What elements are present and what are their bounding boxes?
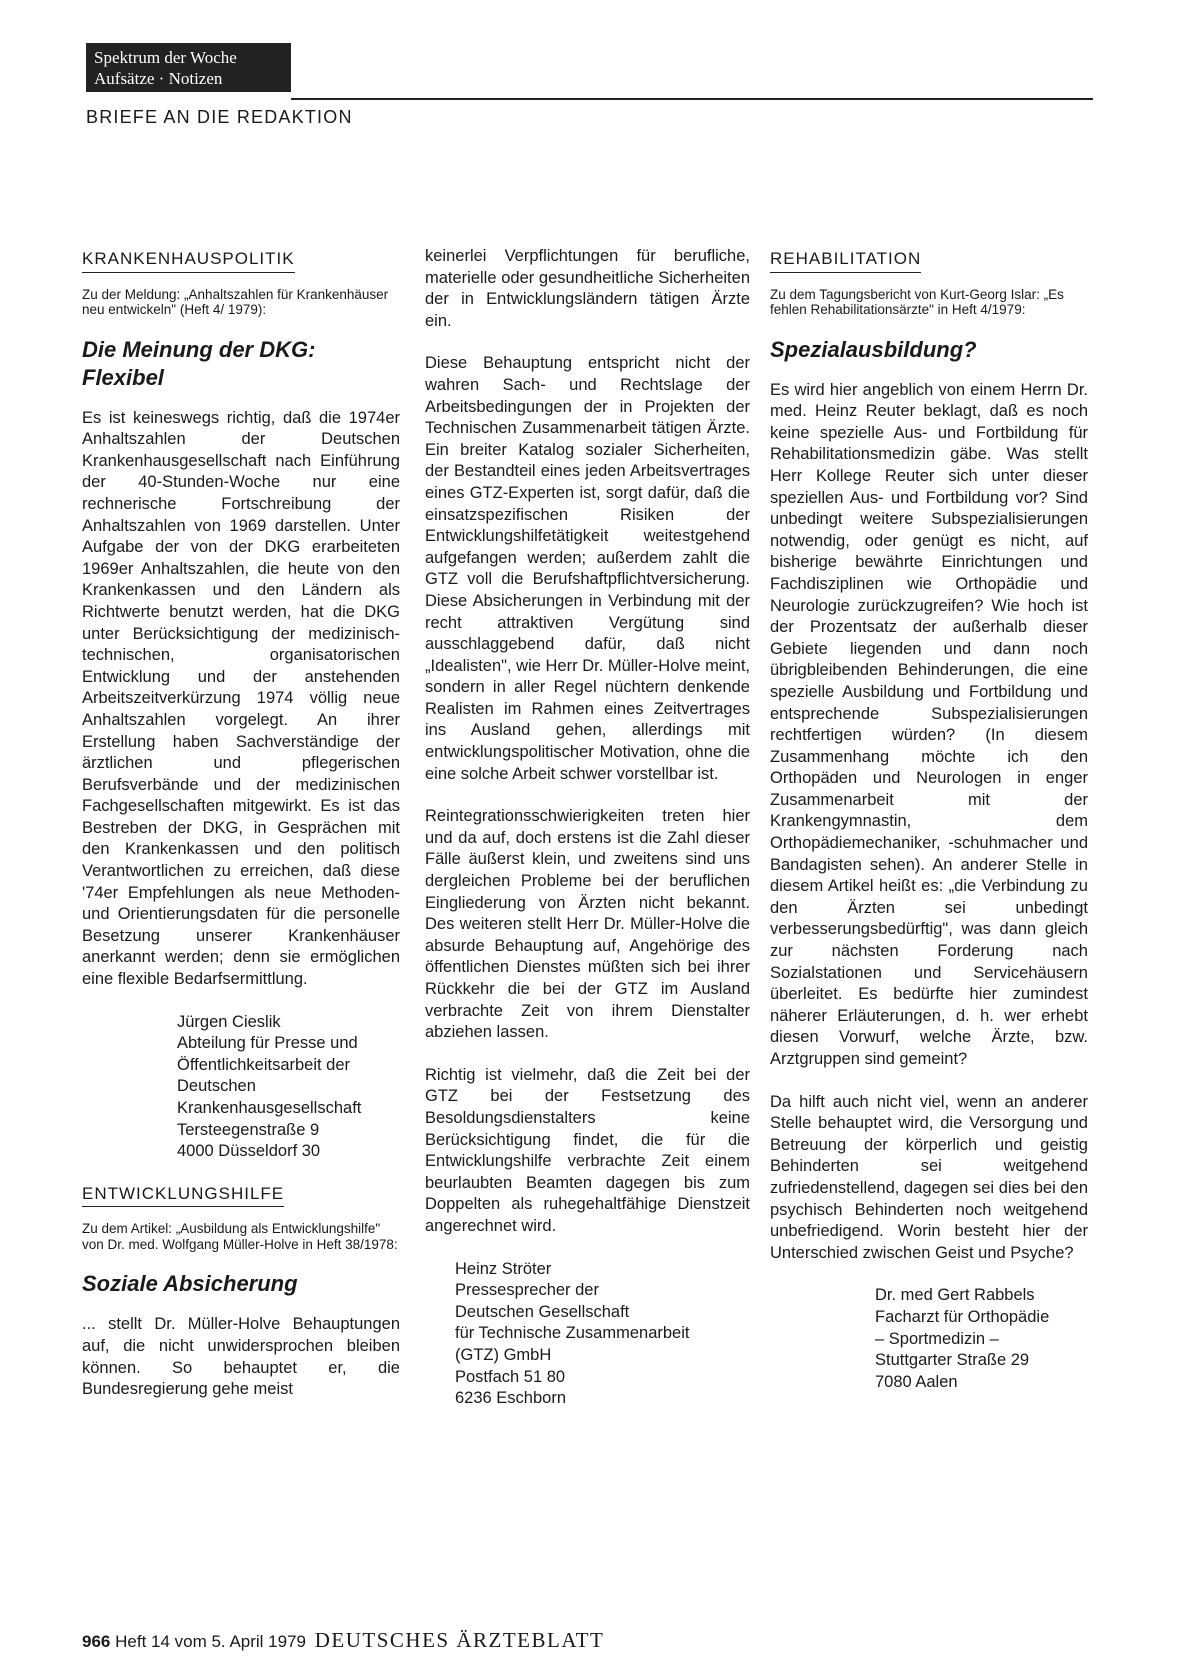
reference-note: Zu der Meldung: „Anhaltszahlen für Krankenhäuser neu entwickeln" (Heft 4/ 1979): bbox=[82, 286, 389, 318]
tag-line-2: Aufsätze · Notizen bbox=[94, 69, 223, 88]
reference-note: Zu dem Artikel: „Ausbildung als Entwicklungshilfe" von Dr. med. Wolfgang Müller-Holve in Heft 38/1978: bbox=[82, 1221, 398, 1252]
reference-note: Zu dem Tagungsbericht von Kurt-Georg Islar: „Es fehlen Rehabilitationsärzte" in Heft 4/1979: bbox=[770, 286, 1064, 318]
section-heading: BRIEFE AN DIE REDAKTION bbox=[86, 107, 353, 127]
top-rule bbox=[291, 98, 1093, 100]
issue-info: Heft 14 vom 5. April 1979 bbox=[115, 1632, 306, 1651]
signature-line: Tersteegenstraße 9 bbox=[177, 1120, 320, 1139]
rubric-rehabilitation: REHABILITATION bbox=[770, 248, 921, 273]
signature-line: 6236 Eschborn bbox=[455, 1389, 566, 1408]
signature-line: (GTZ) GmbH bbox=[455, 1345, 552, 1364]
letter-body: ... stellt Dr. Müller-Holve Behauptungen auf, die nicht unwidersprochen bleiben können. So behauptet er, die Bundesregierung gehe meist bbox=[82, 1315, 400, 1399]
column-1 bbox=[82, 248, 400, 1422]
signature-line: Stuttgarter Straße 29 bbox=[875, 1351, 1030, 1370]
signature-line: für Technische Zusammenarbeit bbox=[455, 1324, 690, 1343]
signature-line: Jürgen Cieslik bbox=[177, 1012, 281, 1031]
signature-line: Facharzt für Orthopädie bbox=[875, 1307, 1050, 1326]
signature-block bbox=[82, 1012, 400, 1163]
signature-line: Abteilung für Presse und bbox=[177, 1034, 358, 1053]
letter-paragraph: Richtig ist vielmehr, daß die Zeit bei der GTZ bei der Festsetzung des Besoldungsdienstalters keine Berücksichtigung findet, die für die Entwicklungshilfe verbrachte Zeit einem beurlaubten Beamten dagegen bis zum Doppelten als ruhegehaltfähige Dienstzeit angerechnet wird. bbox=[425, 1065, 750, 1235]
signature-line: 7080 Aalen bbox=[875, 1372, 958, 1391]
column-3 bbox=[770, 248, 1088, 1413]
magazine-name: DEUTSCHES ÄRZTEBLATT bbox=[314, 1628, 605, 1652]
letter-paragraph: Reintegrationsschwierigkeiten treten hier und da auf, doch erstens ist die Zahl dieser Fälle äußerst klein, und zweitens sind uns dergleichen Probleme bei der beruflichen Eingliederung von Ärzten nicht bekannt. Des weiteren stellt Herr Dr. Müller-Holve die absurde Behauptung auf, Angehörige des öffentlichen Dienstes müßten sich bei ihrer Rückkehr die bei der GTZ im Ausland verbrachte Zeit von ihrem Dienstalter abziehen lassen. bbox=[425, 807, 750, 1042]
letter-paragraph: Diese Behauptung entspricht nicht der wahren Sach- und Rechtslage der Arbeitsbedingungen der in Projekten der Technischen Zusammenarbeit tätigen Ärzte. Ein breiter Katalog sozialer Sicherheiten, der Bestandteil eines jeden Arbeitsvertrages eines GTZ-Experten ist, sorgt dafür, daß die einsatzspezifischen Risiken der Entwicklungshilfetätigkeit weitestgehend aufgefangen werden; außerdem zahlt die GTZ voll die Berufshaftpflichtversicherung. Diese Absicherungen in Verbindung mit der recht attraktiven Vergütung sind ausschlaggebend dafür, daß nicht „Idealisten", wie Herr Dr. Müller-Holve meint, sondern in aller Regel nüchtern denkende Realisten im Rahmen eines Zeitvertrages ins Ausland gehen, allerdings mit entwicklungspolitischer Motivation, ohne die eine solche Arbeit schwer vorstellbar ist. bbox=[425, 354, 750, 783]
article-title: Die Meinung der DKG: Flexibel bbox=[82, 336, 316, 390]
letter-paragraph: keinerlei Verpflichtungen für berufliche, materielle oder gesundheitliche Sicherheiten der in Entwicklungsländern tätigen Ärzte ein. bbox=[425, 247, 750, 330]
signature-line: Deutschen bbox=[177, 1077, 256, 1096]
rubric-krankenhauspolitik: KRANKENHAUSPOLITIK bbox=[82, 248, 295, 273]
signature-line: Krankenhausgesellschaft bbox=[177, 1099, 362, 1117]
signature-block bbox=[770, 1285, 1088, 1393]
signature-block bbox=[425, 1259, 750, 1410]
column-2 bbox=[425, 246, 750, 1430]
signature-line: Öffentlichkeitsarbeit der bbox=[177, 1055, 351, 1074]
rubric-entwicklungshilfe: ENTWICKLUNGSHILFE bbox=[82, 1183, 284, 1208]
page-number: 966 bbox=[82, 1632, 111, 1651]
signature-line: Deutschen Gesellschaft bbox=[455, 1302, 630, 1321]
letter-paragraph: Da hilft auch nicht viel, wenn an anderer Stelle behauptet wird, die Versorgung und Betreuung der körperlich und geistig Behinderten sei weitgehend zufriedenstellend, dagegen sei dies bei den psychisch Behinderten noch weitgehend unbefriedigend. Worin besteht hier der Unterschied zwischen Geist und Psyche? bbox=[770, 1092, 1088, 1262]
article-title: Spezialausbildung? bbox=[770, 336, 977, 362]
tag-line-1: Spektrum der Woche bbox=[94, 48, 237, 67]
signature-line: 4000 Düsseldorf 30 bbox=[177, 1142, 321, 1161]
section-tag bbox=[86, 43, 291, 92]
signature-line: Postfach 51 80 bbox=[455, 1367, 566, 1386]
article-title: Soziale Absicherung bbox=[82, 1271, 298, 1297]
signature-line: Heinz Ströter bbox=[455, 1259, 552, 1278]
signature-line: Dr. med Gert Rabbels bbox=[875, 1286, 1035, 1305]
letter-paragraph: Es wird hier angeblich von einem Herrn Dr. med. Heinz Reuter beklagt, daß es noch keine spezielle Aus- und Fortbildung für Rehabilitationsmedizin gäbe. Was stellt Herr Kollege Reuter sich unter dieser speziellen Aus- und Fortbildung vor? Sind unbedingt weitere Subspezialisierungen notwendig, oder genügt es nicht, auf bisherige bewährte Einrichtungen und Fachdisziplinen wie Orthopädie und Neurologie zurückzugreifen? Wie hoch ist der Prozentsatz der außerhalb dieser Gebiete liegenden und dann noch übrigbleibenden Behinderungen, die eine spezielle Ausbildung und Fortbildung und entsprechende Subspezialisierungen rechtfertigen würden? (In diesem Zusammenhang möchte ich den Orthopäden und Neurologen in enger Zusammenarbeit mit der Krankengymnastin, dem Orthopädiemechaniker, -schuhmacher und Bandagisten sehen). An anderer Stelle in diesem Artikel heißt es: „die Verbindung zu den Ärzten sei unbedingt verbesserungsbedürftig", was dann gleich zur nächsten Forderung nach Sozialstationen und Servicehäusern überleitet. Es bedürfte hier zumindest näherer Erläuterungen, d. h. wer erhebt diesen Vorwurf, welche Ärzte, bzw. Arztgruppen sind gemeint? bbox=[770, 380, 1088, 1068]
letter-body: Es ist keineswegs richtig, daß die 1974er Anhaltszahlen der Deutschen Krankenhausgesellschaft nach Einführung der 40-Stunden-Woche nur eine rechnerische Fortschreibung der Anhaltszahlen von 1969 darstellen. Unter Aufgabe der von der DKG erarbeiteten 1969er Anhaltszahlen, die heute von den Krankenkassen und den Ländern als Richtwerte benutzt werden, hat die DKG unter Berücksichtigung der medizinisch-technischen, organisatorischen Entwicklung und der anstehenden Arbeitszeitverkürzung 1974 völlig neue Anhaltszahlen vorgelegt. An ihrer Erstellung haben Sachverständige der ärztlichen und pflegerischen Berufsverbände und der medizinischen Fachgesellschaften mitgewirkt. Es ist das Bestreben der DKG, in Gesprächen mit den Krankenkassen und den politisch Verantwortlichen zu erreichen, daß diese '74er Empfehlungen als neue Methoden- und Orientierungsdaten für die personelle Besetzung unserer Krankenhäuser anerkannt werden; denn sie ermöglichen eine flexible Bedarfsermittlung. bbox=[82, 408, 400, 989]
signature-line: Pressesprecher der bbox=[455, 1281, 599, 1300]
page-footer bbox=[82, 1628, 604, 1653]
signature-line: – Sportmedizin – bbox=[875, 1329, 999, 1348]
